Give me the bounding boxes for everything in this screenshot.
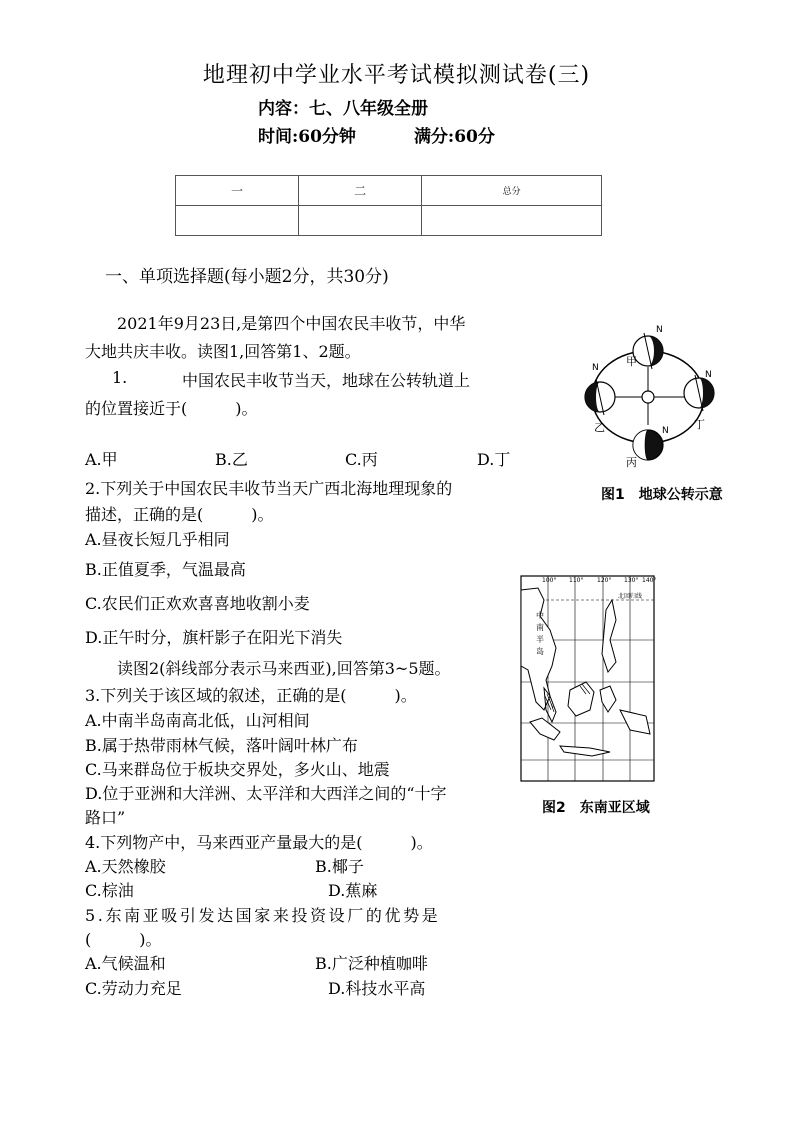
q5-option-c: C.劳动力充足 bbox=[85, 979, 182, 998]
q4-option-d: D.蕉麻 bbox=[328, 881, 378, 900]
q3-option-c: C.马来群岛位于板块交界处，多火山、地震 bbox=[85, 760, 390, 779]
figure1-caption: 图1 地球公转示意 bbox=[601, 487, 723, 503]
q2-option-c: C.农民们正欢欢喜喜地收割小麦 bbox=[85, 594, 310, 613]
q1-option-d: D.丁 bbox=[477, 450, 511, 469]
q5-option-d: D.科技水平高 bbox=[328, 979, 426, 998]
q3-option-d-cont: 路口” bbox=[85, 808, 126, 827]
lon-label-3: 130° bbox=[624, 577, 639, 584]
region-label-1: 南 bbox=[536, 623, 544, 632]
q1-line2: 的位置接近于( )。 bbox=[85, 399, 258, 418]
figure2-caption: 图2 东南亚区域 bbox=[542, 800, 650, 816]
figure2-map bbox=[520, 570, 655, 790]
label-n-right: N bbox=[705, 370, 712, 380]
q2-option-a: A.昼夜长短几乎相同 bbox=[85, 530, 230, 549]
tropic-label: 北回归线 bbox=[618, 593, 643, 600]
content-line: 内容：七、八年级全册 bbox=[258, 99, 428, 119]
q2-option-b: B.正值夏季，气温最高 bbox=[85, 560, 246, 579]
score-table-header-row bbox=[176, 176, 602, 206]
earth-ding-icon bbox=[684, 375, 714, 411]
exam-time: 时间:60分钟 bbox=[258, 127, 356, 147]
label-yi: 乙 bbox=[594, 421, 605, 434]
q5-option-b: B.广泛种植咖啡 bbox=[315, 954, 428, 973]
region-label-3: 岛 bbox=[536, 647, 544, 656]
lon-label-0: 100° bbox=[542, 577, 557, 584]
label-n-bottom: N bbox=[662, 426, 669, 436]
score-cell-total bbox=[422, 206, 602, 236]
sun-icon bbox=[642, 391, 654, 403]
q1-option-a: A.甲 bbox=[85, 450, 118, 469]
score-header-1: 一 bbox=[176, 176, 299, 206]
label-ding: 丁 bbox=[694, 418, 705, 431]
q4-option-b: B.椰子 bbox=[315, 857, 364, 876]
earth-yi-icon bbox=[585, 379, 615, 415]
region-label-2: 半 bbox=[536, 635, 544, 644]
q3-option-a: A.中南半岛南高北低，山河相间 bbox=[85, 711, 310, 730]
q1-option-b: B.乙 bbox=[215, 450, 248, 469]
q2-line1: 2.下列关于中国农民丰收节当天广西北海地理现象的 bbox=[85, 479, 453, 498]
lon-label-4: 140° bbox=[642, 577, 657, 584]
page-title: 地理初中学业水平考试模拟测试卷(三) bbox=[202, 63, 591, 88]
section-heading: 一、单项选择题(每小题2分，共30分) bbox=[105, 267, 389, 287]
passage2: 读图2(斜线部分表示马来西亚),回答第3~5题。 bbox=[117, 659, 451, 678]
q1-number: 1. bbox=[112, 368, 128, 387]
exam-full-score: 满分:60分 bbox=[413, 127, 495, 147]
q1-option-c: C.丙 bbox=[345, 450, 378, 469]
q5-line2: ( )。 bbox=[85, 930, 162, 949]
q4-option-c: C.棕油 bbox=[85, 881, 134, 900]
score-table-value-row bbox=[176, 206, 602, 236]
q4-stem: 4.下列物产中，马来西亚产量最大的是( )。 bbox=[85, 833, 433, 852]
q2-option-d: D.正午时分，旗杆影子在阳光下消失 bbox=[85, 628, 343, 647]
label-bing: 丙 bbox=[626, 456, 637, 469]
q1-line1: 中国农民丰收节当天，地球在公转轨道上 bbox=[182, 371, 471, 390]
q5-line1: 5.东南亚吸引发达国家来投资设厂的优势是 bbox=[85, 906, 441, 925]
label-jia: 甲 bbox=[626, 355, 637, 368]
q4-option-a: A.天然橡胶 bbox=[85, 857, 166, 876]
label-n-top: N bbox=[656, 325, 663, 335]
region-label-0: 中 bbox=[536, 611, 544, 620]
score-header-2: 二 bbox=[299, 176, 422, 206]
q5-option-a: A.气候温和 bbox=[85, 954, 166, 973]
lon-label-1: 110° bbox=[569, 577, 584, 584]
passage1-line1: 2021年9月23日,是第四个中国农民丰收节，中华 bbox=[117, 314, 466, 333]
score-table bbox=[175, 175, 602, 236]
score-header-total: 总分 bbox=[422, 176, 602, 206]
q3-stem: 3.下列关于该区域的叙述，正确的是( )。 bbox=[85, 686, 417, 705]
time-score-line bbox=[258, 122, 495, 147]
passage1-line2: 大地共庆丰收。读图1,回答第1、2题。 bbox=[85, 342, 361, 361]
q3-option-d: D.位于亚洲和大洋洲、太平洋和大西洋之间的“十字 bbox=[85, 784, 447, 803]
q2-line2: 描述，正确的是( )。 bbox=[85, 505, 274, 524]
score-cell-1 bbox=[176, 206, 299, 236]
label-n-left: N bbox=[592, 363, 599, 373]
earth-jia-icon bbox=[633, 333, 663, 369]
earth-bing-icon bbox=[633, 430, 663, 460]
q3-option-b: B.属于热带雨林气候，落叶阔叶林广布 bbox=[85, 736, 358, 755]
lon-label-2: 120° bbox=[597, 577, 612, 584]
score-cell-2 bbox=[299, 206, 422, 236]
figure1-orbit-diagram bbox=[578, 315, 728, 475]
